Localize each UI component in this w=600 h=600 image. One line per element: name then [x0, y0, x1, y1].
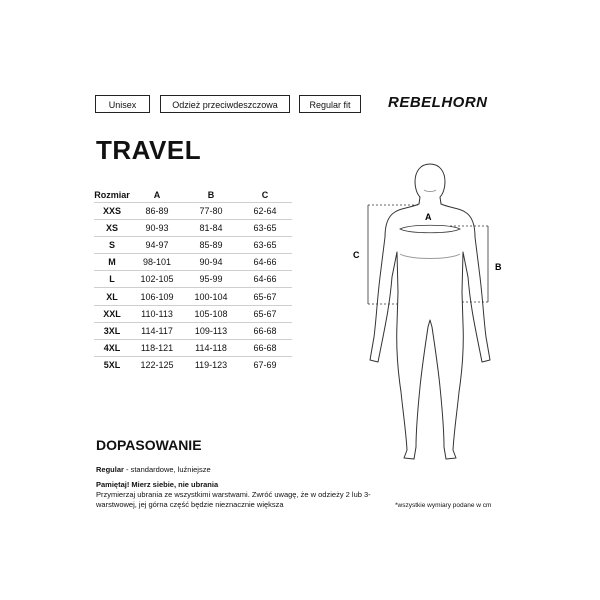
measurement-cell: 65-67: [238, 305, 292, 322]
measurement-cell: 114-117: [130, 322, 184, 339]
measurement-cell: 109-113: [184, 322, 238, 339]
measurement-cell: 122-125: [130, 356, 184, 373]
size-table: [94, 188, 292, 373]
table-header-row: [94, 188, 292, 203]
header-b: B: [207, 190, 215, 200]
table-row: [94, 288, 292, 305]
measurement-cell: 64-66: [238, 271, 292, 288]
size-cell: L: [94, 271, 130, 288]
header-a: A: [153, 190, 161, 200]
measurement-cell: 118-121: [130, 339, 184, 356]
label-a: A: [425, 212, 432, 222]
tag-unisex: Unisex: [95, 95, 150, 113]
size-cell: XXL: [94, 305, 130, 322]
measurement-cell: 105-108: [184, 305, 238, 322]
size-cell: 5XL: [94, 356, 130, 373]
measurement-cell: 62-64: [238, 203, 292, 220]
measurement-cell: 63-65: [238, 220, 292, 237]
measure-c: [353, 205, 420, 304]
remember-note: Pamiętaj! Mierz siebie, nie ubrania: [96, 480, 219, 489]
table-row: [94, 237, 292, 254]
table-row: [94, 339, 292, 356]
measurement-cell: 77-80: [184, 203, 238, 220]
tag-rainwear: Odzież przeciwdeszczowa: [160, 95, 290, 113]
measurement-cell: 65-67: [238, 288, 292, 305]
fit-description: [96, 465, 211, 474]
measurement-cell: 106-109: [130, 288, 184, 305]
brand-logo: REBELHORN: [388, 94, 488, 111]
measurement-cell: 66-68: [238, 339, 292, 356]
table-row: [94, 271, 292, 288]
table-row: [94, 220, 292, 237]
measurement-cell: 119-123: [184, 356, 238, 373]
measurement-cell: 63-65: [238, 237, 292, 254]
measurement-cell: 95-99: [184, 271, 238, 288]
measurement-cell: 90-94: [184, 254, 238, 271]
measurement-cell: 66-68: [238, 322, 292, 339]
measurement-cell: 81-84: [184, 220, 238, 237]
measure-b: [450, 226, 502, 302]
measurement-cell: 102-105: [130, 271, 184, 288]
advice-text: Przymierzaj ubrania ze wszystkimi warstwami. Zwróć uwagę, że w odzieży 2 lub 3-warstwowej, jej górna część będzie nieznacznie większa: [96, 490, 371, 509]
table-row: [94, 254, 292, 271]
body-measurement-figure: [340, 162, 520, 462]
measurement-cell: 85-89: [184, 237, 238, 254]
measurement-cell: 98-101: [130, 254, 184, 271]
page-title: TRAVEL: [96, 135, 202, 165]
measurement-cell: 114-118: [184, 339, 238, 356]
table-row: [94, 322, 292, 339]
fit-heading: DOPASOWANIE: [96, 437, 202, 453]
measurement-cell: 110-113: [130, 305, 184, 322]
size-cell: XS: [94, 220, 130, 237]
fit-label: Regular: [96, 465, 124, 474]
units-note: *wszystkie wymiary podane w cm: [395, 502, 492, 509]
table-row: [94, 356, 292, 373]
size-cell: 3XL: [94, 322, 130, 339]
measure-a: [400, 212, 460, 233]
header-size: Rozmiar: [94, 190, 130, 200]
measurement-cell: 94-97: [130, 237, 184, 254]
size-cell: S: [94, 237, 130, 254]
size-cell: XXS: [94, 203, 130, 220]
label-c: C: [353, 250, 360, 260]
fit-text: - standardowe, luźniejsze: [123, 465, 211, 474]
table-row: [94, 203, 292, 220]
measurement-cell: 90-93: [130, 220, 184, 237]
size-cell: M: [94, 254, 130, 271]
measurement-cell: 100-104: [184, 288, 238, 305]
size-cell: XL: [94, 288, 130, 305]
label-b: B: [495, 262, 502, 272]
size-cell: 4XL: [94, 339, 130, 356]
measurement-cell: 86-89: [130, 203, 184, 220]
body-silhouette: [370, 164, 490, 459]
measurement-cell: 67-69: [238, 356, 292, 373]
table-row: [94, 305, 292, 322]
header-c: C: [261, 190, 269, 200]
measurement-cell: 64-66: [238, 254, 292, 271]
tag-regular-fit: Regular fit: [299, 95, 361, 113]
